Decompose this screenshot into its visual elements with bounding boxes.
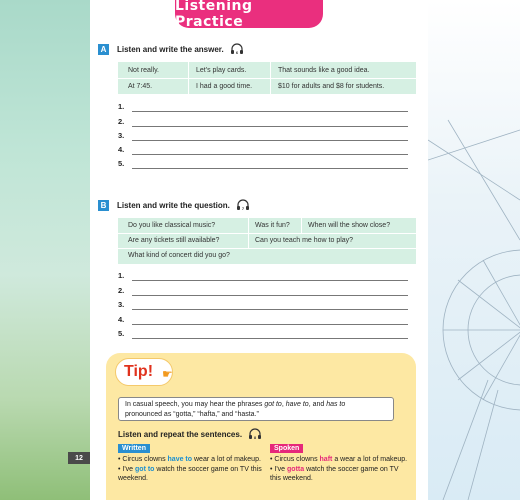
- write-line[interactable]: [132, 338, 408, 339]
- question-option: Can you teach me how to play?: [255, 237, 354, 244]
- track-number: 7: [241, 206, 245, 211]
- answer-option: $10 for adults and $8 for students.: [278, 83, 385, 90]
- section-b-options-box: [118, 218, 416, 264]
- sentence: [118, 465, 264, 483]
- tip-sep: , and: [308, 401, 327, 408]
- divider: [270, 62, 271, 94]
- sentence-text: watch the soccer game on TV this weekend.: [270, 466, 399, 482]
- line-number: 1.: [118, 271, 125, 280]
- line-number: 3.: [118, 300, 125, 309]
- page-title: Listening Practice: [175, 0, 323, 28]
- ferris-wheel-illustration: [428, 0, 520, 500]
- sentence: [118, 455, 264, 464]
- line-number: 2.: [118, 286, 125, 295]
- repeat-instruction-row: [118, 428, 262, 440]
- sentence-text: • I've: [270, 466, 288, 473]
- background-photo-right: [428, 0, 520, 500]
- write-line[interactable]: [132, 126, 408, 127]
- spoken-sentences: [270, 455, 410, 484]
- sentence-highlight: gotta: [287, 466, 305, 473]
- answer-option: At 7:45.: [128, 83, 153, 90]
- write-line[interactable]: [132, 168, 408, 169]
- headphones-icon: [230, 43, 244, 55]
- write-line[interactable]: [132, 324, 408, 325]
- divider: [118, 78, 416, 79]
- answer-option: I had a good time.: [196, 83, 253, 90]
- answer-line[interactable]: [118, 159, 408, 171]
- write-line[interactable]: [132, 309, 408, 310]
- track-number: 8: [253, 435, 257, 440]
- line-number: 4.: [118, 145, 125, 154]
- repeat-instruction: Listen and repeat the sentences.: [118, 429, 243, 439]
- line-number: 3.: [118, 131, 125, 140]
- tip-badge-label: Tip!: [124, 363, 154, 380]
- sentence-highlight: haft: [319, 456, 333, 463]
- answer-line[interactable]: [118, 117, 408, 129]
- answer-line[interactable]: [118, 329, 408, 341]
- answer-line[interactable]: [118, 102, 408, 114]
- question-option: Are any tickets still available?: [128, 237, 220, 244]
- answer-line[interactable]: [118, 131, 408, 143]
- background-photo-left: [0, 0, 90, 500]
- written-sentences: [118, 455, 264, 484]
- line-number: 4.: [118, 315, 125, 324]
- answer-line[interactable]: [118, 300, 408, 312]
- question-option: Do you like classical music?: [128, 222, 216, 229]
- section-b-header: [98, 199, 250, 211]
- write-line[interactable]: [132, 295, 408, 296]
- divider: [118, 248, 416, 249]
- divider: [118, 233, 416, 234]
- tip-phrase: has to: [326, 401, 346, 408]
- track-number: 6: [235, 50, 238, 55]
- section-a-letter: A: [98, 44, 109, 55]
- question-option: Was it fun?: [255, 222, 290, 229]
- answer-line[interactable]: [118, 271, 408, 283]
- divider: [301, 218, 302, 233]
- sentence-text: a wear a lot of makeup.: [332, 456, 408, 463]
- section-b-letter: B: [98, 200, 109, 211]
- hand-icon: ☛: [162, 367, 173, 381]
- section-a-instruction: Listen and write the answer.: [117, 44, 224, 54]
- section-b-instruction: Listen and write the question.: [117, 200, 230, 210]
- tip-sep: ,: [281, 401, 286, 408]
- tip-note: [118, 397, 394, 421]
- line-number: 5.: [118, 159, 125, 168]
- question-option: What kind of concert did you go?: [128, 252, 230, 259]
- answer-line[interactable]: [118, 286, 408, 298]
- headphones-icon: [236, 199, 250, 211]
- answer-line[interactable]: [118, 145, 408, 157]
- tip-phrase: have to: [285, 401, 309, 408]
- sentence-text: • Circus clowns: [118, 456, 168, 463]
- sentence: [270, 465, 410, 483]
- line-number: 1.: [118, 102, 125, 111]
- written-label: Written: [118, 444, 150, 453]
- answer-line[interactable]: [118, 315, 408, 327]
- write-line[interactable]: [132, 154, 408, 155]
- page-number: 12: [68, 452, 90, 464]
- divider: [248, 218, 249, 248]
- question-option: When will the show close?: [308, 222, 391, 229]
- tip-text: pronounced as “gotta,” “hafta,” and “hasta.”: [125, 411, 259, 418]
- spoken-label: Spoken: [270, 444, 303, 453]
- answer-option: Not really.: [128, 67, 159, 74]
- divider: [188, 62, 189, 94]
- sentence-text: wear a lot of makeup.: [192, 456, 261, 463]
- write-line[interactable]: [132, 111, 408, 112]
- sentence-highlight: got to: [135, 466, 155, 473]
- write-line[interactable]: [132, 140, 408, 141]
- headphones-icon: [248, 428, 262, 440]
- line-number: 2.: [118, 117, 125, 126]
- write-line[interactable]: [132, 280, 408, 281]
- sentence-text: watch the soccer game on TV this weekend.: [118, 466, 262, 482]
- sentence-text: • Circus clowns: [270, 456, 320, 463]
- answer-option: Let's play cards.: [196, 67, 247, 74]
- answer-option: That sounds like a good idea.: [278, 67, 370, 74]
- sentence: [270, 455, 410, 464]
- tip-phrase: got to: [264, 401, 282, 408]
- section-a-options-box: [118, 62, 416, 94]
- section-a-header: [98, 43, 244, 55]
- sentence-text: • I've: [118, 466, 136, 473]
- sentence-highlight: have to: [167, 456, 193, 463]
- line-number: 5.: [118, 329, 125, 338]
- tip-text: In casual speech, you may hear the phrases: [125, 401, 265, 408]
